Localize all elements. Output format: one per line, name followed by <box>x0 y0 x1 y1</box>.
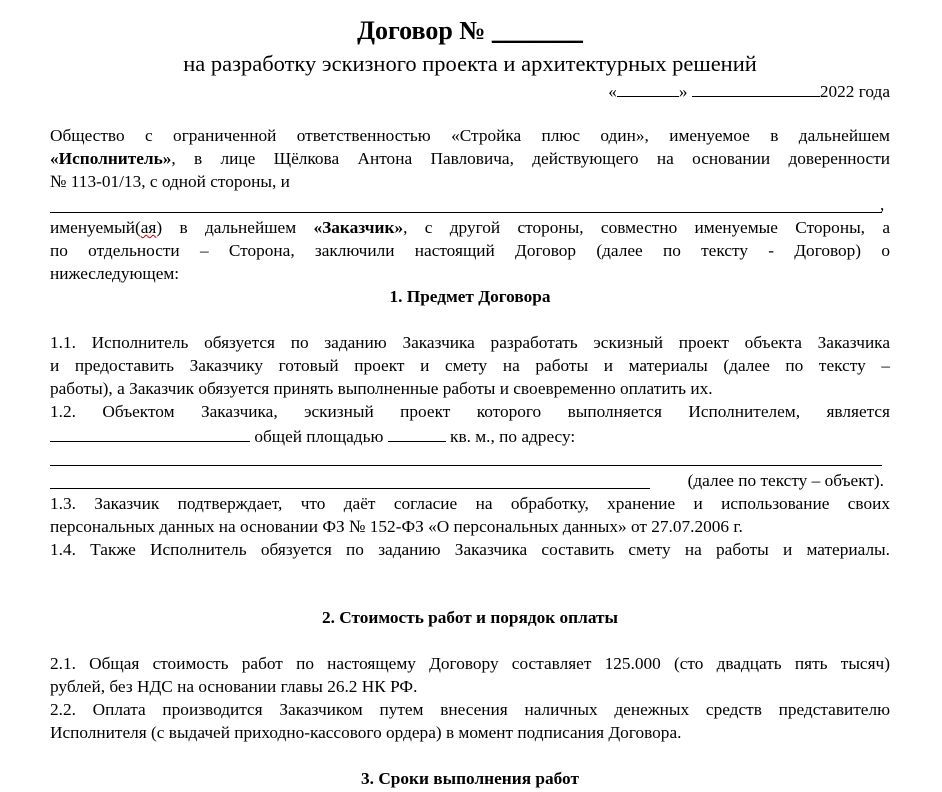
clause-1-2-line-4: (далее по тексту – объект). <box>687 471 884 490</box>
document-subtitle: на разработку эскизного проекта и архитектурных решений <box>183 51 757 76</box>
preamble-line-5: по отдельности – Сторона, заключили настоящий Договор (далее по тексту - Договор) о <box>50 241 890 260</box>
blank-comma: , <box>880 195 885 214</box>
preamble-line-6: нижеследующем: <box>50 264 180 283</box>
clause-1-1-line-1: 1.1. Исполнитель обязуется по заданию Заказчика разработать эскизный проект объекта Заказчика <box>50 333 890 352</box>
address-blank-1 <box>50 465 882 466</box>
contract-number-blank: _______ <box>491 16 583 45</box>
section-2-heading: 2. Стоимость работ и порядок оплаты <box>321 608 619 627</box>
customer-name-blank <box>50 212 882 213</box>
contract-date: « » 2022 года <box>50 79 890 103</box>
clause-1-3-line-1: 1.3. Заказчик подтверждает, что даёт согласие на обработку, хранение и использование своих <box>50 494 890 513</box>
document-title <box>50 16 890 46</box>
date-year: 2022 года <box>819 82 890 101</box>
clause-1-4: 1.4. Также Исполнитель обязуется по заданию Заказчика составить смету на работы и материалы. <box>50 540 890 559</box>
spellcheck-word: ая <box>140 218 157 237</box>
clause-1-1-line-2: и предоставить Заказчику готовый проект и смету на работы и материалы (далее по тексту – <box>50 356 890 375</box>
customer-label: «Заказчик» <box>313 218 404 237</box>
preamble-line-1: Общество с ограниченной ответственностью «Стройка плюс один», именуемое в дальнейшем <box>50 126 890 145</box>
clause-2-2-line-2: Исполнителя (с выдачей приходно-кассового ордера) в момент подписания Договора. <box>50 723 682 742</box>
section-3-heading: 3. Сроки выполнения работ <box>361 769 579 788</box>
clause-1-1-line-3: работы), а Заказчик обязуется принять выполненные работы и своевременно оплатить их. <box>50 379 713 398</box>
preamble-line-4: именуемый(ая) в дальнейшем «Заказчик», с другой стороны, совместно именуемые Стороны, а <box>50 218 890 237</box>
clause-1-3-line-2: персональных данных на основании ФЗ № 152-ФЗ «О персональных данных» от 27.07.2006 г. <box>50 517 743 536</box>
clause-1-2-line-2: общей площадью кв. м., по адресу: <box>50 424 890 448</box>
preamble-line-3: № 113-01/13, с одной стороны, и <box>50 172 290 191</box>
clause-1-2-line-1: 1.2. Объектом Заказчика, эскизный проект которого выполняется Исполнителем, является <box>50 402 890 421</box>
object-blank <box>50 424 250 442</box>
clause-2-2-line-1: 2.2. Оплата производится Заказчиком путем внесения наличных денежных средств представителю <box>50 700 890 719</box>
clause-2-1-line-2: рублей, без НДС на основании главы 26.2 НК РФ. <box>50 677 418 696</box>
title-prefix: Договор № <box>357 16 486 45</box>
preamble-line-2: «Исполнитель», в лице Щёлкова Антона Павловича, действующего на основании доверенности <box>50 149 890 168</box>
section-1-heading: 1. Предмет Договора <box>389 287 551 306</box>
day-blank <box>617 79 679 97</box>
month-blank <box>692 79 820 97</box>
executor-label: «Исполнитель» <box>50 149 172 168</box>
area-blank <box>388 424 446 442</box>
clause-2-1-line-1: 2.1. Общая стоимость работ по настоящему Договору составляет 125.000 (сто двадцать пять тысяч) <box>50 654 890 673</box>
